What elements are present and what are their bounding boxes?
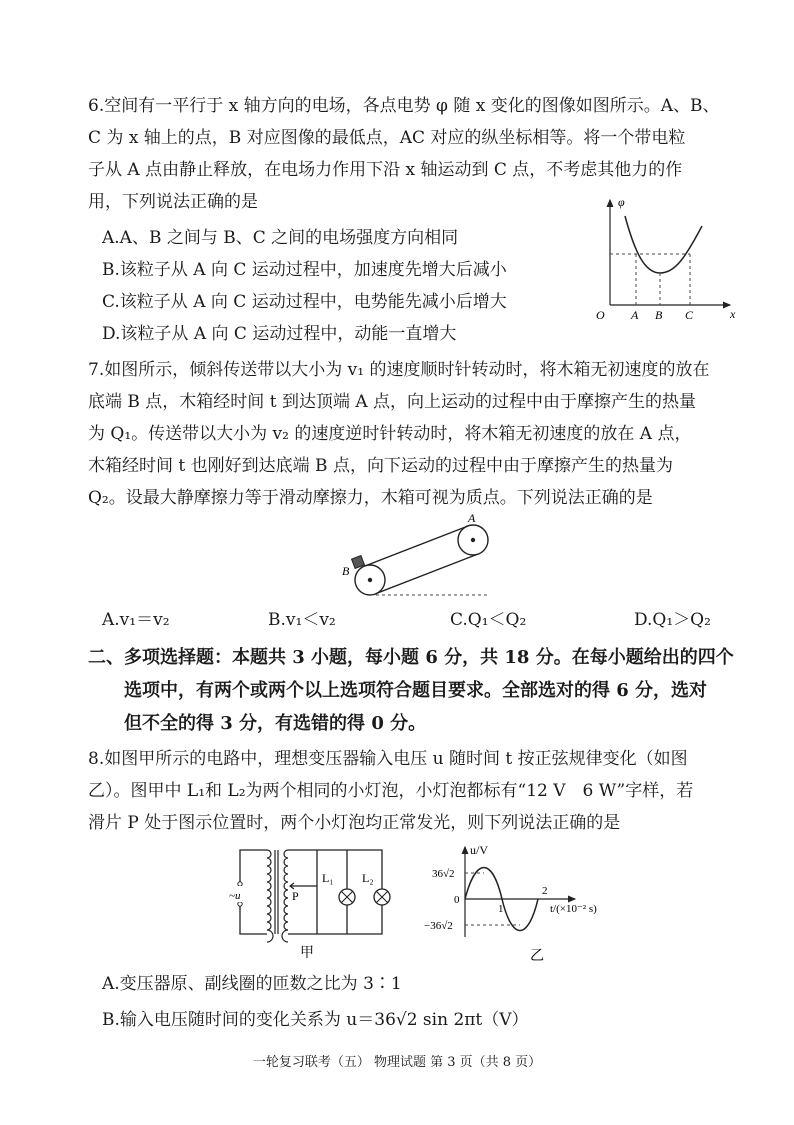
q6-option-c: C.该粒子从 A 向 C 运动过程中，电势能先减小后增大 xyxy=(102,292,507,312)
q7-option-d: D.Q₁＞Q₂ xyxy=(634,610,711,630)
q6-point-c: C xyxy=(685,308,694,322)
q8-lamp1-label: L₁ xyxy=(322,871,334,885)
q6-stem-line-3: 子从 A 点由静止释放，在电场力作用下沿 x 轴运动到 C 点，不考虑其他力的作 xyxy=(88,160,683,180)
q8-t-label: t/(×10⁻² s) xyxy=(550,903,597,915)
q8-stem-line-3: 滑片 P 处于图示位置时，两个小灯泡均正常发光，则下列说法正确的是 xyxy=(88,813,621,833)
q6-option-d: D.该粒子从 A 向 C 运动过程中，动能一直增大 xyxy=(102,324,457,344)
q7-option-c: C.Q₁＜Q₂ xyxy=(450,610,527,630)
q7-belt-upper xyxy=(365,526,468,566)
q6-option-a: A.A、B 之间与 B、C 之间的电场强度方向相同 xyxy=(102,228,459,248)
q8-primary-coil xyxy=(267,850,273,942)
q8-circuit-figure xyxy=(222,842,397,967)
q8-secondary-coil xyxy=(282,850,288,942)
q7-stem-line-4: 木箱经时间 t 也刚好到达底端 B 点，向下运动的过程中由于摩擦产生的热量为 xyxy=(88,456,673,476)
q8-option-b: B.输入电压随时间的变化关系为 u＝36√2 sin 2πt（V） xyxy=(102,1010,529,1030)
q7-belt-lower xyxy=(375,554,478,594)
q8-u-label: u/V xyxy=(470,843,488,857)
q6-stem-line-4: 用，下列说法正确的是 xyxy=(88,192,258,212)
q7-conveyor-figure xyxy=(330,512,500,602)
q7-option-a: A.v₁＝v₂ xyxy=(102,610,170,630)
q7-stem-line-2: 底端 B 点，木箱经时间 t 到达顶端 A 点，向上运动的过程中由于摩擦产生的热量 xyxy=(88,392,697,412)
q8-slider-label: P xyxy=(292,889,299,903)
q8-min-label: −36√2 xyxy=(424,920,453,932)
q8-tick-1: 1 xyxy=(498,903,504,915)
section2-heading-line-3: 但不全的得 3 分，有选错的得 0 分。 xyxy=(124,713,427,734)
q6-point-a: A xyxy=(631,308,639,322)
q6-stem-line-2: C 为 x 轴上的点，B 对应图像的最低点，AC 对应的纵坐标相等。将一个带电粒 xyxy=(88,128,686,148)
q6-potential-graph xyxy=(590,188,750,328)
q8-source-label: ~u xyxy=(229,890,241,902)
q8-source-bottom-terminal xyxy=(238,902,242,906)
q8-stem-line-1: 8.如图甲所示的电路中，理想变压器输入电压 u 随时间 t 按正弦规律变化（如图 xyxy=(88,749,688,769)
q7-label-b: B xyxy=(342,564,350,578)
q8-graph-caption: 乙 xyxy=(530,949,544,964)
q6-y-label: φ xyxy=(618,195,625,209)
q6-x-label: x xyxy=(730,307,736,321)
q6-origin-label: O xyxy=(596,308,605,322)
section2-heading-line-1: 二、多项选择题：本题共 3 小题，每小题 6 分，共 18 分。在每小题给出的四个 xyxy=(88,647,734,668)
q7-label-a: A xyxy=(468,512,476,525)
q8-max-label: 36√2 xyxy=(432,868,455,880)
q8-circuit-caption: 甲 xyxy=(300,946,314,961)
q8-source-top-terminal xyxy=(238,882,242,886)
q7-stem-line-3: 为 Q₁。传送带以大小为 v₂ 的速度逆时针转动时，将木箱无初速度的放在 A 点， xyxy=(88,424,692,444)
q7-option-b: B.v₁＜v₂ xyxy=(268,610,336,630)
q8-option-a: A.变压器原、副线圈的匝数之比为 3∶1 xyxy=(102,974,402,994)
q7-stem-line-1: 7.如图所示，倾斜传送带以大小为 v₁ 的速度顺时针转动时，将木箱无初速度的放在 xyxy=(88,360,710,380)
q8-origin-label: 0 xyxy=(454,894,460,906)
q6-point-b: B xyxy=(655,308,663,322)
page-footer: 一轮复习联考（五） 物理试题 第 3 页（共 8 页） xyxy=(252,1055,542,1070)
q8-voltage-graph xyxy=(410,842,635,967)
q6-stem-line-1: 6.空间有一平行于 x 轴方向的电场，各点电势 φ 随 x 变化的图像如图所示。A、B、 xyxy=(88,96,720,116)
q6-option-b: B.该粒子从 A 向 C 运动过程中，加速度先增大后减小 xyxy=(102,260,507,280)
q6-potential-curve xyxy=(625,216,702,273)
q8-stem-line-2: 乙）。图甲中 L₁和 L₂为两个相同的小灯泡，小灯泡都标有“12 V 6 W”字样，若 xyxy=(88,781,694,801)
section2-heading-line-2: 选项中，有两个或两个以上选项符合题目要求。全部选对的得 6 分，选对 xyxy=(124,680,708,701)
q8-lamp2-label: L₂ xyxy=(362,871,374,885)
q7-stem-line-5: Q₂。设最大静摩擦力等于滑动摩擦力，木箱可视为质点。下列说法正确的是 xyxy=(88,488,653,508)
q8-tick-2: 2 xyxy=(542,885,548,897)
